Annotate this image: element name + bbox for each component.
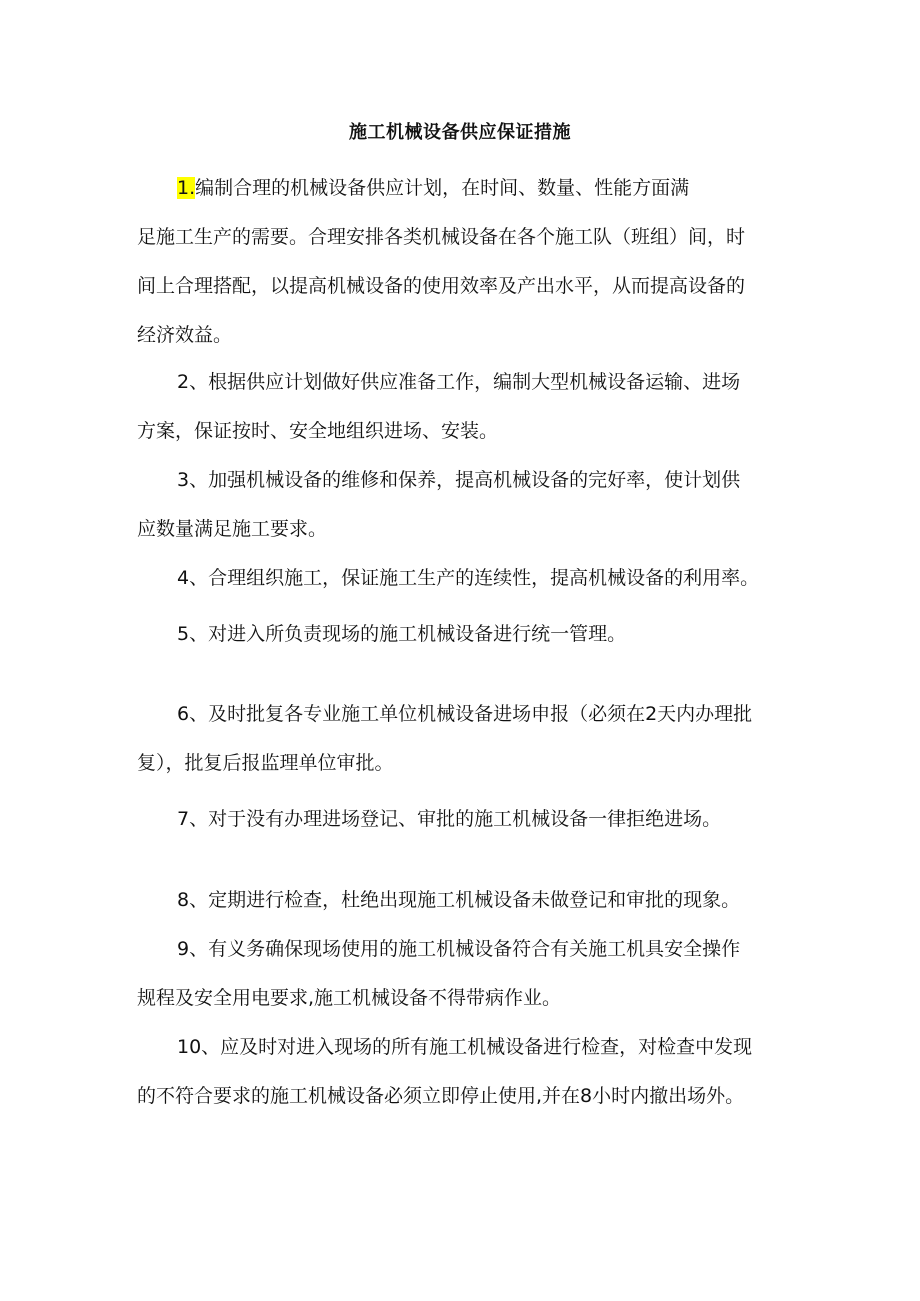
paragraph-line: 8、定期进行检查，杜绝出现施工机械设备未做登记和审批的现象。 [177, 889, 741, 911]
paragraph-line: 应数量满足施工要求。 [137, 518, 328, 540]
paragraph-5 [137, 610, 787, 659]
paragraph-line: 方案，保证按时、安全地组织进场、安装。 [137, 420, 499, 442]
paragraph-line: 3、加强机械设备的维修和保养，提高机械设备的完好率，使计划供 [177, 469, 741, 491]
paragraph-line: 5、对进入所负责现场的施工机械设备进行统一管理。 [177, 623, 627, 645]
paragraph-line: 经济效益。 [137, 324, 233, 346]
paragraph-line: 7、对于没有办理进场登记、审批的施工机械设备一律拒绝进场。 [177, 808, 722, 830]
paragraph-10 [137, 1023, 787, 1121]
paragraph-3 [137, 456, 787, 554]
paragraph-4 [137, 554, 787, 603]
paragraph-7 [137, 795, 787, 844]
paragraph-6 [137, 690, 787, 788]
paragraph-line: 的不符合要求的施工机械设备必须立即停止使用,并在8小时内撤出场外。 [137, 1085, 745, 1107]
paragraph-line: 10、应及时对进入现场的所有施工机械设备进行检查，对检查中发现 [177, 1036, 753, 1058]
paragraph-2 [137, 358, 787, 456]
paragraph-line: 4、合理组织施工，保证施工生产的连续性，提高机械设备的利用率。 [177, 567, 760, 589]
paragraph-line: 1.编制合理的机械设备供应计划，在时间、数量、性能方面满 [177, 177, 690, 199]
highlighted-number: 1. [177, 177, 196, 199]
paragraph-line: 足施工生产的需要。合理安排各类机械设备在各个施工队（班组）间，时 [137, 226, 746, 248]
paragraph-1 [137, 164, 787, 360]
paragraph-line: 2、根据供应计划做好供应准备工作，编制大型机械设备运输、进场 [177, 371, 741, 393]
paragraph-8 [137, 876, 787, 925]
document-title: 施工机械设备供应保证措施 [349, 122, 571, 143]
paragraph-line: 6、及时批复各专业施工单位机械设备进场申报（必须在2天内办理批 [177, 703, 753, 725]
paragraph-line: 9、有义务确保现场使用的施工机械设备符合有关施工机具安全操作 [177, 938, 741, 960]
paragraph-line: 复），批复后报监理单位审批。 [137, 752, 394, 774]
paragraph-line: 间上合理搭配，以提高机械设备的使用效率及产出水平，从而提高设备的 [137, 275, 746, 297]
paragraph-9 [137, 925, 787, 1023]
paragraph-line: 规程及安全用电要求,施工机械设备不得带病作业。 [137, 987, 562, 1009]
